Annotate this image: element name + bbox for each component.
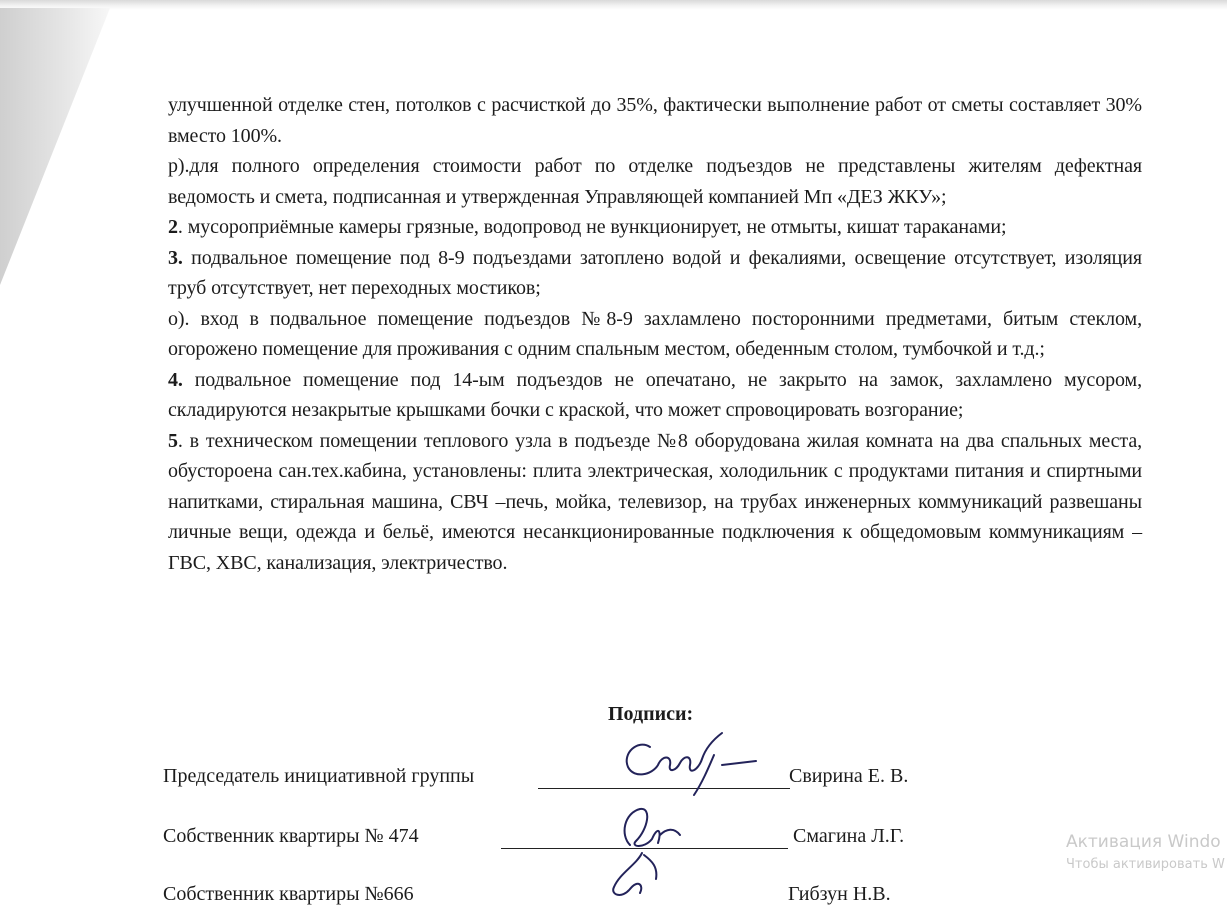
signature-line	[538, 787, 790, 789]
document-body	[168, 90, 1142, 578]
paragraph-text: улучшенной отделке стен, потолков с расчисткой до 35%, фактически выполнение работ от сметы составляет 30% вместо 100%.	[168, 94, 1142, 147]
paragraph-text: р).для полного определения стоимости работ по отделке подъездов не представлены жителям дефектная ведомость и смета, подписанная и утвержденная Управляющей компанией Мп «ДЕЗ ЖКУ»;	[168, 155, 1142, 208]
item-number: 3.	[168, 246, 183, 269]
paragraph	[168, 304, 1142, 365]
signer-name: Свирина Е. В.	[789, 765, 909, 787]
activation-title: Активация Windo	[1066, 832, 1221, 852]
item-number: 4.	[168, 368, 183, 391]
paragraph	[168, 426, 1142, 579]
signature-role-label: Собственник квартиры №666	[163, 883, 414, 905]
paragraph	[168, 243, 1142, 304]
paragraph-text: подвальное помещение под 14-ым подъездов не опечатано, не закрыто на замок, захламлено мусором, складируются незакрытые крышками бочки с краской, что может спровоцировать возгорание;	[168, 368, 1142, 421]
paragraph	[168, 212, 1142, 243]
paragraph	[168, 151, 1142, 212]
windows-activation-watermark	[1066, 832, 1225, 872]
paragraph	[168, 90, 1142, 151]
paragraph-text: о). вход в подвальное помещение подъездов №8-9 захламлено посторонними предметами, битым стеклом, огорожено помещение для проживания с одним спальным местом, обеденным столом, тумбочкой и т.д.;	[168, 307, 1142, 360]
scan-top-edge	[0, 0, 1227, 10]
item-number: 5	[168, 429, 178, 452]
signer-name: Смагина Л.Г.	[793, 825, 905, 847]
signatures-heading: Подписи:	[608, 703, 694, 725]
paragraph	[168, 365, 1142, 426]
activation-subtitle: Чтобы активировать W	[1066, 857, 1225, 872]
item-number: 2	[168, 216, 178, 238]
paragraph-text: . мусороприёмные камеры грязные, водопровод не вункционирует, не отмыты, кишат тараканами;	[177, 216, 1007, 238]
signature-line	[501, 847, 788, 849]
signature-row-owner-666	[163, 883, 963, 913]
signature-role-label: Председатель инициативной группы	[163, 765, 475, 787]
signer-name: Гибзун Н.В.	[788, 883, 891, 905]
signature-row-chairman	[163, 765, 963, 795]
paragraph-text: . в техническом помещении теплового узла в подъезде №8 оборудована жилая комната на два спальных места, обустороена сан.тех.кабина, установлены: плита электрическая, холодильник с продуктами питания и спиртными напитками, стиральная машина, СВЧ –печь, мойка, телевизор, на трубах инженерных коммуникаций развешаны личные вещи, одежда и бельё, имеются несанкционированные подключения к общедомовым коммуникациям – ГВС, ХВС, канализация, электричество.	[168, 429, 1142, 574]
signature-role-label: Собственник квартиры № 474	[163, 825, 419, 847]
paragraph-text: подвальное помещение под 8-9 подъездами затоплено водой и фекалиями, освещение отсутствует, изоляция труб отсутствует, нет переходных мостиков;	[168, 246, 1142, 299]
signature-row-owner-474	[163, 825, 963, 855]
